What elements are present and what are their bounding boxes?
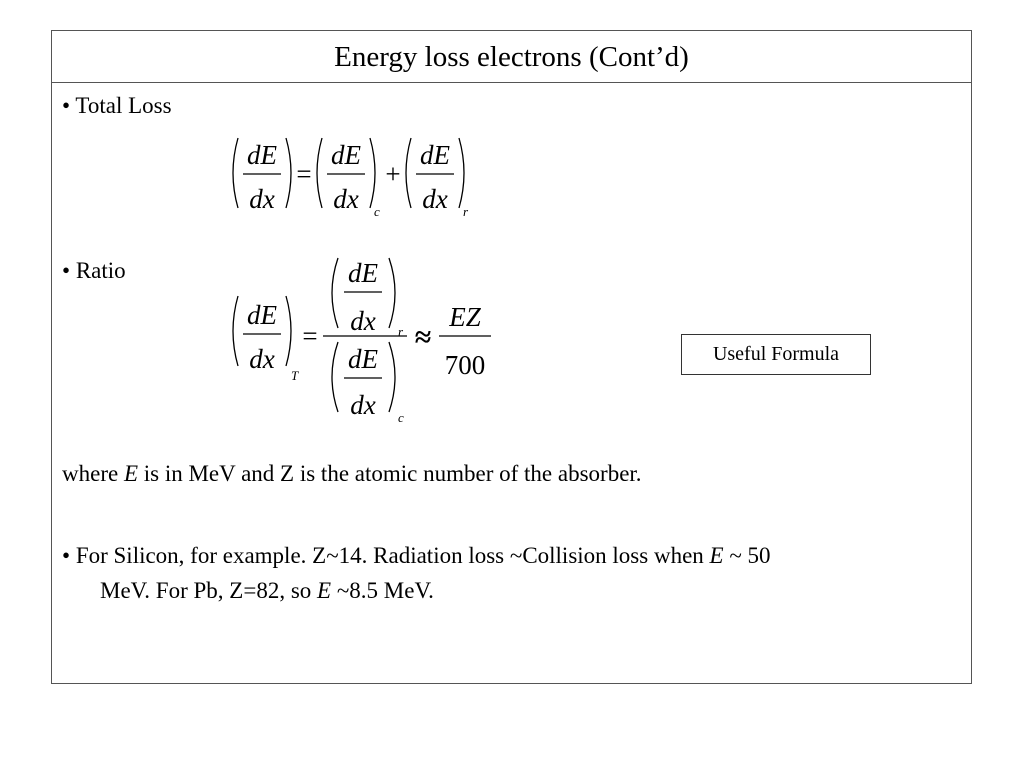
pb-energy-symbol: E: [317, 578, 332, 603]
frac-dE: dE: [420, 140, 450, 170]
where-line: [62, 461, 642, 487]
silicon-bullet: [62, 543, 771, 569]
frac-dE: dE: [247, 140, 277, 170]
useful-formula-box: [681, 334, 871, 375]
frac-dx: dx: [350, 306, 376, 336]
bullet-icon: •: [62, 93, 71, 118]
subscript-T: T: [291, 368, 299, 383]
bullet-icon: •: [62, 258, 71, 283]
silicon-energy-symbol: E: [709, 543, 724, 568]
bullet-icon: •: [62, 543, 71, 568]
frac-dx: dx: [333, 184, 359, 214]
pb-text-1: MeV. For Pb, Z=82, so: [100, 578, 318, 603]
plus-sign: +: [385, 159, 401, 189]
pb-text-2: ~8.5 MeV.: [331, 578, 434, 603]
subscript-c: c: [374, 204, 380, 219]
frac-EZ: EZ: [449, 302, 481, 332]
ratio-label: Ratio: [75, 258, 126, 283]
frac-dx: dx: [249, 344, 275, 374]
frac-dx: dx: [249, 184, 275, 214]
silicon-bullet-line2: [100, 578, 434, 604]
total-loss-formula: [225, 132, 485, 227]
slide-title: Energy loss electrons (Cont’d): [334, 41, 689, 73]
approx-sign: ≈: [414, 321, 432, 354]
frac-dE: dE: [331, 140, 361, 170]
frac-dE: dE: [348, 258, 378, 288]
total-loss-formula-svg: [225, 132, 485, 222]
ratio-formula: [225, 252, 505, 437]
where-text-2: is in MeV and Z is the atomic number of the absorber.: [138, 461, 642, 486]
frac-700: 700: [444, 350, 486, 380]
frac-dE: dE: [247, 300, 277, 330]
silicon-text-1: For Silicon, for example. Z~14. Radiation loss ~Collision loss when: [75, 543, 710, 568]
ratio-bullet: [62, 258, 126, 284]
subscript-r: r: [398, 324, 404, 339]
equals-sign: =: [302, 321, 318, 351]
total-loss-label: Total Loss: [75, 93, 172, 118]
useful-formula-label: Useful Formula: [712, 343, 840, 365]
subscript-c: c: [398, 410, 404, 425]
frac-dx: dx: [422, 184, 448, 214]
where-energy-symbol: E: [123, 461, 138, 486]
equals-sign: =: [296, 159, 312, 189]
frac-dE: dE: [348, 344, 378, 374]
ratio-formula-svg: [225, 252, 505, 432]
silicon-text-2: ~ 50: [723, 543, 771, 568]
subscript-r: r: [463, 204, 469, 219]
title-bar: [52, 31, 971, 83]
where-text-1: where: [62, 461, 124, 486]
frac-dx: dx: [350, 390, 376, 420]
total-loss-bullet: [62, 93, 172, 119]
